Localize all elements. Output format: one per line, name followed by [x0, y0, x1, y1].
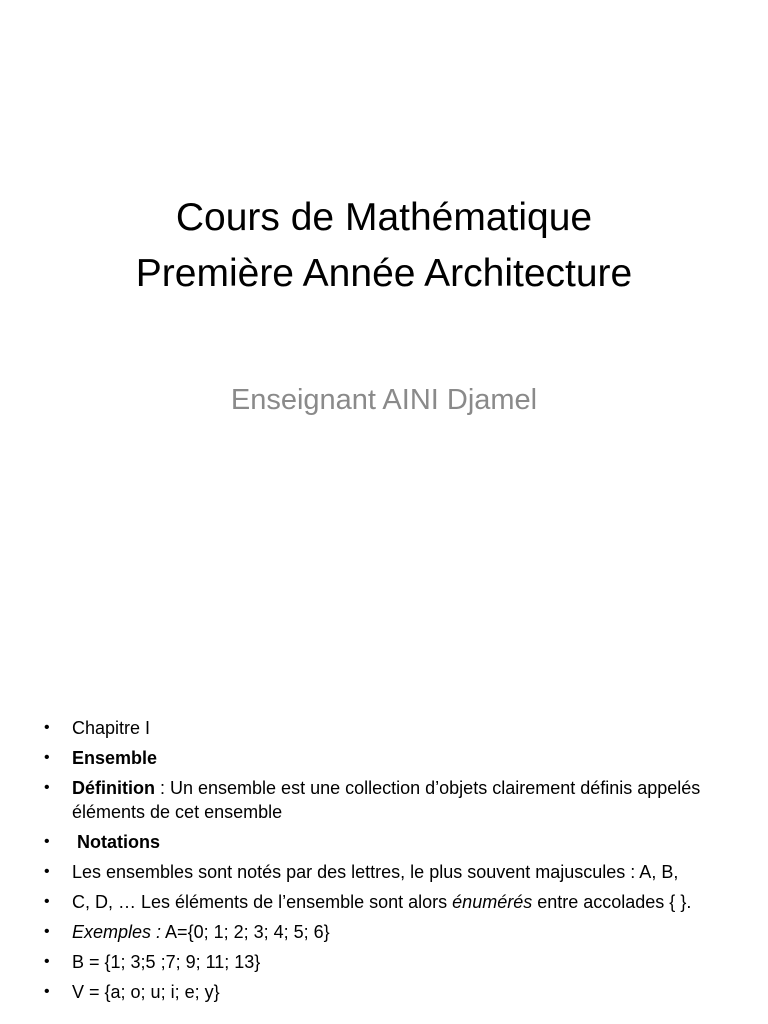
- bullet-italic-text: Exemples :: [72, 922, 162, 942]
- bullet-item: [44, 920, 734, 944]
- bullet-text: entre accolades { }.: [532, 892, 692, 912]
- bullet-dot-icon: •: [44, 923, 50, 940]
- bullet-item: [44, 830, 734, 854]
- bullet-bold-text: Ensemble: [72, 748, 158, 768]
- slide-title: [0, 190, 768, 302]
- bullet-item: [44, 746, 734, 770]
- slide-subtitle: Enseignant AINI Djamel: [230, 384, 538, 416]
- bullet-text: : Un ensemble est une collection d’objets clairement définis appelés éléments de cet ensemble: [72, 778, 701, 822]
- title-line-1: Cours de Mathématique: [175, 196, 593, 239]
- bullet-text: V = {a; o; u; i; e; y}: [72, 982, 220, 1002]
- bullet-list: [44, 716, 734, 1010]
- title-line-2: Première Année Architecture: [135, 252, 633, 295]
- bullet-item: [44, 890, 734, 914]
- bullet-item: [44, 776, 734, 824]
- bullet-item: [44, 950, 734, 974]
- bullet-bold-text: Notations: [72, 832, 160, 852]
- bullet-text: C, D, … Les éléments de l’ensemble sont alors: [72, 892, 453, 912]
- bullet-bold-text: Définition: [72, 778, 155, 798]
- bullet-italic-text: énumérés: [452, 892, 533, 912]
- bullet-item: [44, 860, 734, 884]
- bullet-item: [44, 716, 734, 740]
- bullet-item: [44, 980, 734, 1004]
- bullet-dot-icon: •: [44, 953, 50, 970]
- bullet-dot-icon: •: [44, 863, 50, 880]
- bullet-dot-icon: •: [44, 749, 50, 766]
- bullet-dot-icon: •: [44, 983, 50, 1000]
- bullet-dot-icon: •: [44, 833, 50, 850]
- bullet-dot-icon: •: [44, 779, 50, 796]
- bullet-dot-icon: •: [44, 719, 50, 736]
- bullet-text: Les ensembles sont notés par des lettres, le plus souvent majuscules : A, B,: [72, 862, 679, 882]
- bullet-dot-icon: •: [44, 893, 50, 910]
- bullet-text: Chapitre I: [72, 718, 151, 738]
- bullet-text: B = {1; 3;5 ;7; 9; 11; 13}: [72, 952, 261, 972]
- bullet-text: A={0; 1; 2; 3; 4; 5; 6}: [161, 922, 330, 942]
